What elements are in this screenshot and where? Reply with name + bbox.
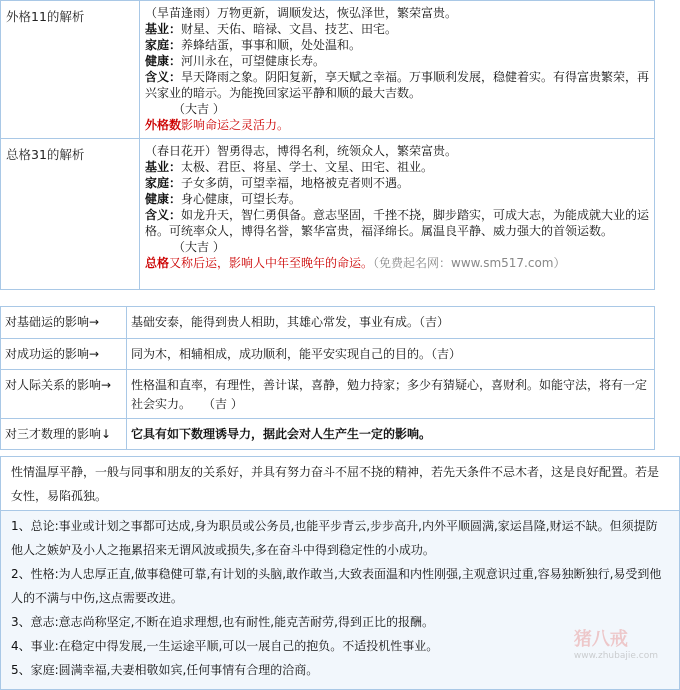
zongge-key-0: 基业：	[145, 160, 182, 174]
detail-item-4: 4、事业:在稳定中得发展,一生运途平顺,可以一展自己的抱负。不适投机性事业。	[11, 639, 439, 653]
divider	[139, 139, 140, 289]
divider	[139, 1, 140, 138]
zongge-line	[145, 191, 650, 207]
watermark-logo	[574, 625, 658, 672]
waige-text-1: 养蜂结蛋，事事和顺，处处温和。	[181, 38, 362, 52]
detail-item-1: 1、总论:事业或计划之事都可达成,身为职员或公务员,也能平步青云,步步高升,内外平顺圆满,家运昌隆,财运不缺。但须提防他人之嫉妒及小人之拖累招来无谓风波或损失,多在奋斗中得到稳定性的小成功。	[11, 519, 658, 557]
waige-foot-rest: 影响命运之灵活力。	[181, 118, 290, 132]
divider	[126, 419, 127, 449]
zongge-title: （春日花开）智勇得志，博得名利，统领众人，繁荣富贵。	[145, 144, 458, 158]
waige-line	[145, 69, 650, 101]
detail-item-5: 5、家庭:圆满幸福,夫妻相敬如宾,任何事情有合理的洽商。	[11, 663, 319, 677]
watermark-text: 猪八戒	[573, 629, 628, 650]
divider	[126, 339, 127, 369]
zongge-line	[145, 207, 650, 239]
detail-item-3: 3、意志:意志尚称坚定,不断在追求理想,也有耐性,能克苦耐劳,得到正比的报酬。	[11, 615, 434, 629]
influence-row-basic	[0, 306, 655, 339]
influence-value: 基础安泰，能得到贵人相助，其雄心常发，事业有成。（吉）	[131, 315, 450, 329]
waige-line	[145, 21, 650, 37]
waige-label: 外格11的解析	[6, 9, 85, 24]
waige-text-0: 财星、天佑、暗禄、文昌、技艺、田宅。	[181, 22, 398, 36]
waige-grade: （大吉 ）	[173, 102, 225, 116]
waige-text-2: 河川永在，可望健康长寿。	[181, 54, 326, 68]
influence-value: 它具有如下数理诱导力，据此会对人生产生一定的影响。	[131, 427, 432, 441]
zongge-text-3: 如龙升天，智仁勇俱备。意志坚固，千挫不挠，脚步踏实，可成大志，为能成就大业的运格。可统率众人，博得名誉，繁华富贵，福泽绵长。属温良平静、威力强大的首领运数。	[145, 208, 650, 238]
zongge-key-2: 健康：	[145, 192, 182, 206]
zongge-foot-rest: 又称后运，影响人中年至晚年的命运。	[169, 256, 374, 270]
influence-row-success	[0, 338, 655, 370]
zongge-text-1: 子女多荫，可望幸福，地格被克者则不遇。	[181, 176, 410, 190]
waige-analysis-block	[0, 0, 655, 139]
waige-title: （旱苗逢雨）万物更新，调顺发达，恢弘泽世，繁荣富贵。	[145, 6, 458, 20]
waige-body	[145, 5, 650, 133]
influence-value: 同为木，相辅相成，成功顺利，能平安实现自己的目的。（吉）	[131, 347, 462, 361]
summary-text: 性情温厚平静，一般与同事和朋友的关系好，并具有努力奋斗不屈不挠的精神，若先天条件不忌木者，这是良好配置。若是女性，易陷孤独。	[11, 465, 660, 503]
zongge-text-0: 太极、君臣、将星、学士、文星、田宅、祖业。	[181, 160, 434, 174]
influence-value: 性格温和直率，有理性，善计谋，喜静，勉力持家；多少有猜疑心，喜财利。如能守法，将有一定社会实力。 （吉 ）	[131, 378, 648, 411]
influence-label: 对人际关系的影响→	[5, 378, 112, 392]
waige-key-0: 基业：	[145, 22, 182, 36]
zongge-text-2: 身心健康，可望长寿。	[181, 192, 302, 206]
divider	[126, 307, 127, 338]
influence-row-social	[0, 369, 655, 419]
waige-key-2: 健康：	[145, 54, 182, 68]
waige-line	[145, 53, 650, 69]
influence-label: 对成功运的影响→	[5, 347, 100, 361]
waige-line	[145, 37, 650, 53]
summary-box	[0, 456, 680, 511]
zongge-line	[145, 175, 650, 191]
zongge-key-1: 家庭：	[145, 176, 182, 190]
waige-foot	[145, 117, 650, 133]
zongge-line	[145, 159, 650, 175]
detail-item-2: 2、性格:为人忠厚正直,做事稳健可靠,有计划的头脑,敢作敢当,大致表面温和内性刚强,主观意识过重,容易独断独行,易受到他人的不满与中伤,这点需要改进。	[11, 567, 662, 605]
influence-label: 对三才数理的影响↓	[5, 427, 112, 441]
zongge-label: 总格31的解析	[6, 147, 85, 162]
waige-key-3: 含义：	[145, 70, 182, 84]
watermark-url: www.zhubajie.com	[573, 651, 658, 661]
zongge-foot	[145, 255, 650, 271]
waige-key-1: 家庭：	[145, 38, 182, 52]
zongge-body	[145, 143, 650, 271]
influence-row-sancai	[0, 418, 655, 450]
waige-text-3: 旱天降雨之象。阴阳复新，享天赋之幸福。万事顺利发展，稳健着实。有得富贵繁荣，再兴家业的暗示。为能挽回家运平静和顺的最大吉数。	[145, 70, 650, 100]
divider	[126, 370, 127, 418]
zongge-analysis-block	[0, 138, 655, 290]
influence-label: 对基础运的影响→	[5, 315, 100, 329]
zongge-foot-gray: （免费起名网：www.sm517.com）	[373, 256, 566, 270]
zongge-key-3: 含义：	[145, 208, 182, 222]
zongge-grade: （大吉 ）	[173, 240, 225, 254]
zongge-foot-bold: 总格	[145, 256, 170, 270]
waige-foot-bold: 外格数	[145, 118, 182, 132]
